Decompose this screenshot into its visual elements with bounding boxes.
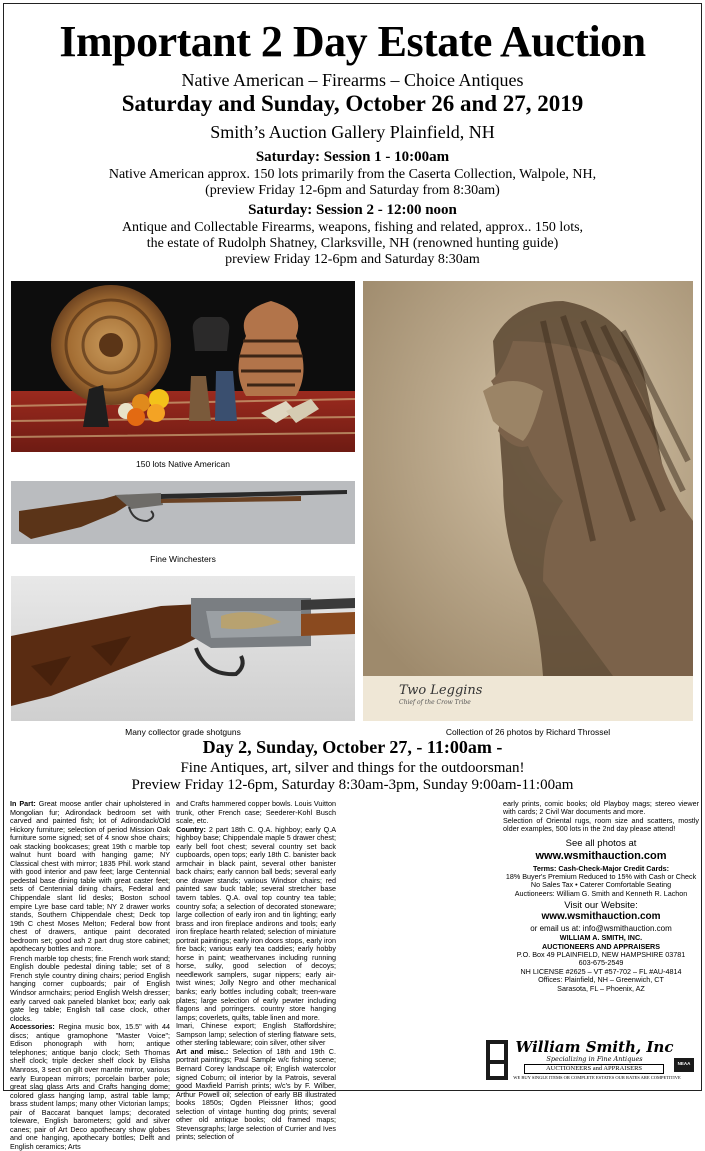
email-line[interactable]: or email us at: info@wsmithauction.com (530, 924, 672, 934)
company-role: AUCTIONEERS AND APPRAISERS (541, 941, 661, 951)
auction-venue: Smith’s Auction Gallery Plainfield, NH (210, 122, 495, 142)
listing-column-2 (176, 799, 336, 1142)
session1-heading: Saturday: Session 1 - 10:00am (255, 149, 450, 165)
see-photos-label: See all photos at (565, 837, 637, 849)
session2-line3: preview Friday 12-6pm and Saturday 8:30am (225, 252, 480, 267)
session2-line1: Antique and Collectable Firearms, weapons, fishing and related, approx.. 150 lots, (121, 220, 584, 235)
offices-line2: Sarasota, FL – Phoenix, AZ (557, 983, 645, 993)
address-line: P.O. Box 49 PLAINFIELD, NEW HAMPSHIRE 03781 (516, 950, 686, 960)
listing-column-1 (10, 799, 171, 1151)
portrait-signature: Two Leggins (399, 683, 483, 698)
native-american-photo (11, 281, 355, 452)
auction-dates: Saturday and Sunday, October 26 and 27, 2019 (121, 91, 584, 116)
visit-website-label: Visit our Website: (564, 900, 638, 912)
listing-col3-p1: early prints, comic books; old Playboy mags; stereo viewer with cards; 2 Civil War documents and more. (503, 799, 699, 817)
day2-heading: Day 2, Sunday, October 27, - 11:00am - (202, 737, 503, 757)
license-line: NH LICENSE #2625 – VT #57-702 – FL #AU-4814 (520, 966, 682, 976)
listing-col2-p4: Selection of 18th and 19th C. portrait paintings; Paul Sample w/c fishing scene; Bernard Corey landscape oil; English watercolor signed Coburn; oil interior by Ia Patrois, several good Maxfield Parrish prints; w/c's by F. Wilber, Arthur Powell oil; selection of early BB illustrated books 1850s; Ogden Pleissner lithos; good selection of vintage hunting dog prints; several other old antique books; old framed maps; Stevensgraphs; large selection of Currier and Ives prints; selection of (176, 1046, 336, 1142)
label-country: Country: (176, 824, 206, 834)
session1-line2: (preview Friday 12-6pm and Saturday from 8:30am) (205, 183, 500, 198)
day2-subheading: Fine Antiques, art, silver and things for the outdoorsman! (180, 760, 525, 776)
contact-column (503, 800, 699, 993)
rifle-caption: Fine Winchesters (150, 554, 216, 564)
auction-title: Important 2 Day Estate Auction (59, 17, 646, 66)
website-link[interactable]: www.wsmithauction.com (535, 849, 667, 862)
logo-footer: WE BUY SINGLE ITEMS OR COMPLETE ESTATES OUR RATES ARE COMPETITIVE (513, 1075, 681, 1080)
william-smith-logo (484, 1038, 698, 1086)
terms-line3: No Sales Tax • Caterer Comfortable Seating (530, 880, 672, 890)
terms-line2: 18% Buyer's Premium Reduced to 15% with Cash or Check (505, 872, 697, 882)
portrait-caption: Collection of 26 photos by Richard Throssel (445, 727, 611, 737)
day2-preview: Preview Friday 12-6pm, Saturday 8:30am-3pm, Sunday 9:00am-11:00am (131, 777, 574, 793)
logo-role: AUCTIONEERS and APPRAISERS (524, 1064, 664, 1074)
label-in-part: In Part: (10, 799, 36, 808)
listing-col1-p3-wrap (10, 1023, 170, 1151)
shotgun-photo (11, 576, 355, 721)
neaa-badge: NEAA (677, 1061, 691, 1066)
session2-heading: Saturday: Session 2 - 12:00 noon (248, 202, 457, 218)
label-accessories: Accessories: (10, 1022, 55, 1032)
listing-col2-p3: Imari, Chinese export; English Staffordshire; Sampson lamp; selection of sterling flatware sets, other sterling tableware; coin silver, other silver (176, 1021, 336, 1048)
website-link-2[interactable]: www.wsmithauction.com (541, 911, 661, 923)
logo-tagline: Specializing in Fine Antiques (546, 1055, 643, 1063)
listing-col3-p2: Selection of Oriental rugs, room size and scatters, mostly older examples, 500 lots in the 2nd day please attend! (503, 815, 699, 834)
terms-line1: Terms: Cash-Check-Major Credit Cards: (532, 863, 670, 873)
shotgun-caption: Many collector grade shotguns (125, 727, 241, 737)
listing-col2-p2: 2 part 18th C. Q.A. highboy; early Q.A highboy base; Chippendale maple 5 drawer chest; early bell foot chest; several country set back cupboards, open tops; early 18th C. banister back armchair in black paint, several other banister back chairs; early cannon ball beds; several early one drawer stands; various Windsor chairs; red painted saw buck table; several stretcher base tavern tables. Q.A. oval top country tea table; country sofa; a selection of decorated stoneware; large collection of early iron and tin lighting; early brass and iron fireplace andirons and tools; early iron fireplace hearth related; selection of miniature portrait paintings; early iron doors stops, early iron fire back; various early tea caddies; early hobby horse in paint; weathervanes including running horse, sulky, good selection of decoys; needlework samplers, sugar nippers; early air-twist wines; Jolly Negro and other mechanical banks; early bottles including cobalt; treen-ware plates; large selection of early pewter including flagons and porringers. country store hanging lamps; coverlets, quilts, table linen and more. (176, 824, 336, 1022)
rifle-photo (11, 481, 355, 544)
native-american-caption: 150 lots Native American (135, 459, 231, 469)
offices-line1: Offices: Plainfield, NH – Greenwich, CT (538, 975, 664, 985)
phone-line: 603-675-2549 (578, 958, 624, 968)
listing-col1-p2: French marble top chests; fine French work stand; English double pedestal dining table; set of 8 French style country dining chairs; period English hanging corner cupboards; pair of English Windsor armchairs; period English Welsh dresser; early carved oak paneled blanket box; early oak gate leg table; English tall case clock, other clocks. (10, 953, 170, 1023)
auctioneers-line: Auctioneers: William G. Smith and Kenneth R. Lachon (514, 888, 688, 898)
label-art-misc: Art and misc.: (176, 1046, 229, 1056)
portrait-signature-sub: Chief of the Crow Tribe (399, 699, 471, 706)
listing-col2-p1: and Crafts hammered copper bowls. Louis Vuitton trunk, other French case; Seederer-Kohl Busch scale, etc. (176, 799, 336, 826)
company-name: WILLIAM A. SMITH, INC. (559, 933, 643, 943)
auction-subtitle: Native American – Firearms – Choice Antiques (181, 70, 524, 90)
session2-line2: the estate of Rudolph Shatney, Clarksville, NH (renowned hunting guide) (146, 236, 559, 251)
logo-name: William Smith, Inc (515, 1038, 674, 1056)
throssel-portrait-photo (363, 281, 693, 721)
listing-col1-p1: Great moose antler chair upholstered in Mongolian fur; Adirondack bedroom set with carved and painted fish; lot of Adirondack/Old Hickory furniture; selection of period Mission Oak furniture some signed; set of 4 snow shoe chairs; oak stacking bookcases; great 19th c marble top walnut hunt board with hanging game; NY Classical chest with mirror; 1835 Phil. work stand with good interior and paw feet; large Centennial pedestal base dining table with great caster feet; sets of Centennial dining chairs, Federal and Chippendale slant lid desks; Boston school empire Lyre base card table; NY 2 drawer works stands, Southern Chippendale chest; Deck top 19th C chest Moses Melton; Federal bow front chest of drawers, antique paint decorated bedroom set; good ash 2 part drug store cabinet; apothecary bottles and more. (10, 799, 171, 954)
session1-line1: Native American approx. 150 lots primarily from the Caserta Collection, Walpole, NH, (108, 167, 597, 182)
listing-col1-p3: Regina music box, 15.5" with 44 discs; antique gramophone "Master Voice"; Edison phonograph with horn; antique telephones; antique banjo clock; Seth Thomas shelf clock; triple decker shelf clock by Elisha Manross, 3 sect on gilt over mantle mirror, various early European mirrors; porcelain barber pole; great slag glass Arts and Crafts hanging dome; colored glass hanging lamp, astral table lamp; brass student lamps; many other Victorian lamps; pair of Baccarat banquet lamps; decorated toleware, English barometers; gold and silver canes; pair of Art Deco apothecary show globes and one hanging, apothecary bottles; Delft and English ceramics; Arts (10, 1022, 171, 1151)
